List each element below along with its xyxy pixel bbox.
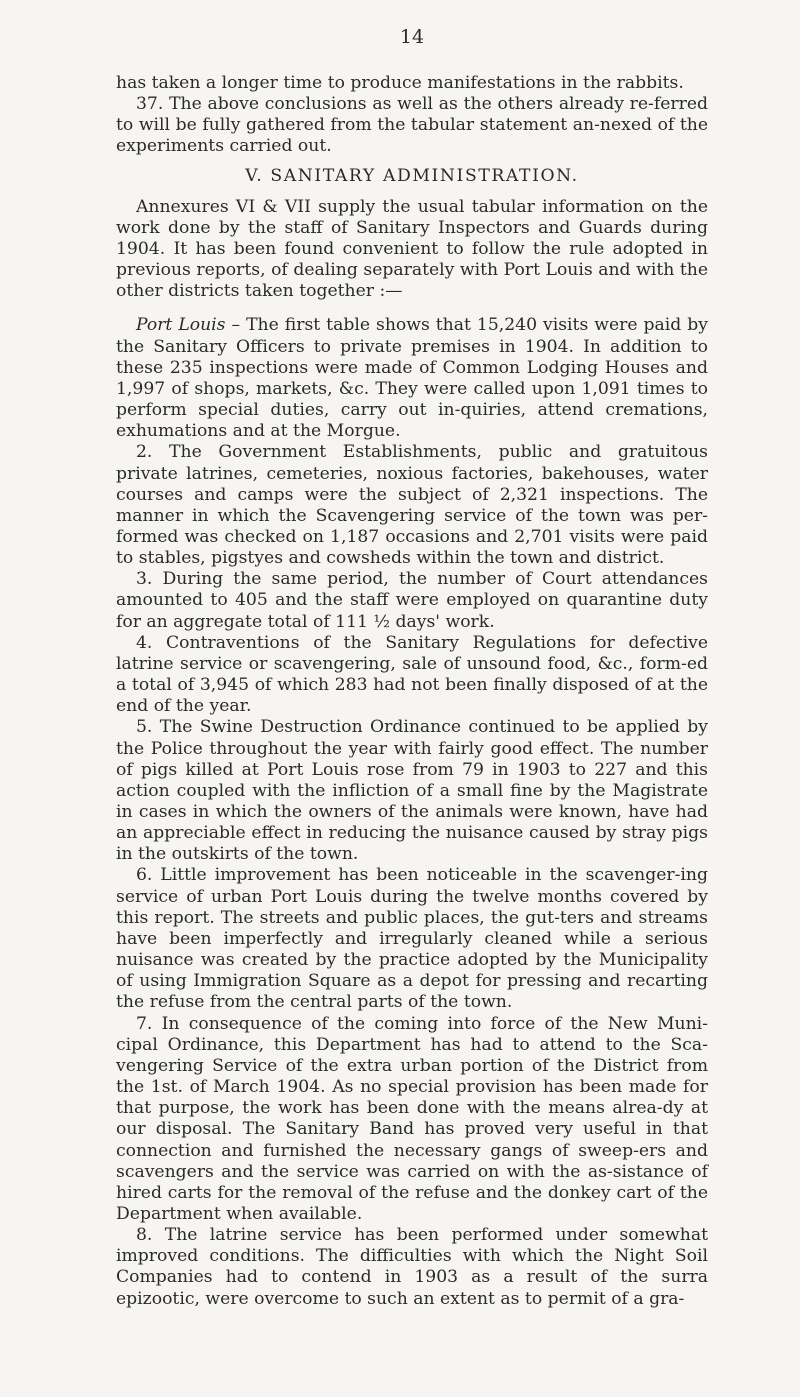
paragraph-gap — [116, 302, 708, 315]
port-louis-paragraph-3: 3. During the same period, the number of Court attendances amounted to 405 and the staff were employed on quarantine duty for an aggregate total of 111 ½ days' work. — [116, 569, 708, 632]
port-louis-paragraph-2: 2. The Government Establishments, public and gratuitous private latrines, cemeteries, noxious factories, bakehouses, water courses and camps were the subject of 2,321 inspections. The manner in which the Scavengering service of the town was per-formed was checked on 1,187 occasions and 2,701 visits were paid to stables, pigstyes and cowsheds within the town and district. — [116, 442, 708, 569]
continuation-paragraph: has taken a longer time to produce manifestations in the rabbits. — [116, 73, 684, 93]
port-louis-paragraph-1-text: – The first table shows that 15,240 visits were paid by the Sanitary Officers to private premises in 1904. In addition to these 235 inspections were made of Common Lodging Houses and 1,997 of shops, markets, &c. They were called upon 1,091 times to perform special duties, carry out in-quiries, attend cremations, exhumations and at the Morgue. — [116, 315, 708, 442]
port-louis-paragraph-8: 8. The latrine service has been performed under somewhat improved conditions. The difficulties with which the Night Soil Companies had to contend in 1903 as a result of the surra epizootic, were overcome to such an extent as to permit of a gra- — [116, 1225, 708, 1309]
port-louis-paragraph-6: 6. Little improvement has been noticeable in the scavenger-ing service of urban Port Louis during the twelve months covered by this report. The streets and public places, the gut-ters and streams have been imperfectly and irregularly cleaned while a serious nuisance was created by the practice adopted by the Municipality of using Immigration Square as a depot for pressing and recarting the refuse from the central parts of the town. — [116, 865, 708, 1013]
page-number: 14 — [399, 26, 425, 48]
port-louis-paragraph-5: 5. The Swine Destruction Ordinance continued to be applied by the Police throughout the year with fairly good effect. The number of pigs killed at Port Louis rose from 79 in 1903 to 227 and this action coupled with the infliction of a small fine by the Magistrate in cases in which the owners of the animals were known, have had an appreciable effect in reducing the nuisance caused by stray pigs in the outskirts of the town. — [116, 717, 708, 865]
port-louis-paragraph-1 — [116, 315, 708, 442]
section-intro-paragraph: Annexures VI & VII supply the usual tabular information on the work done by the staff of Sanitary Inspectors and Guards during 1904. It has been found convenient to follow the rule adopted in previous reports, of dealing separately with Port Louis and with the other districts taken together :— — [116, 196, 708, 302]
port-louis-paragraph-7: 7. In consequence of the coming into force of the New Muni-cipal Ordinance, this Department has had to attend to the Sca-vengering Service of the extra urban portion of the District from the 1st. of March 1904. As no special provision has been made for that purpose, the work has been done with the means alrea-dy at our disposal. The Sanitary Band has proved very useful in that connection and furnished the necessary gangs of sweep-ers and scavengers and the service was carried on with the as-sistance of hired carts for the removal of the refuse and the donkey cart of the Department when available. — [116, 1013, 708, 1224]
section-heading: V. SANITARY ADMINISTRATION. — [245, 165, 579, 186]
port-louis-label: Port Louis — [136, 315, 226, 336]
paragraph-37: 37. The above conclusions as well as the others already re-ferred to will be fully gathered from the tabular statement an-nexed of the experiments carried out. — [116, 94, 708, 157]
port-louis-paragraph-4: 4. Contraventions of the Sanitary Regulations for defective latrine service or scavengering, sale of unsound food, &c., form-ed a total of 3,945 of which 283 had not been finally disposed of at the end of the year. — [116, 632, 708, 717]
